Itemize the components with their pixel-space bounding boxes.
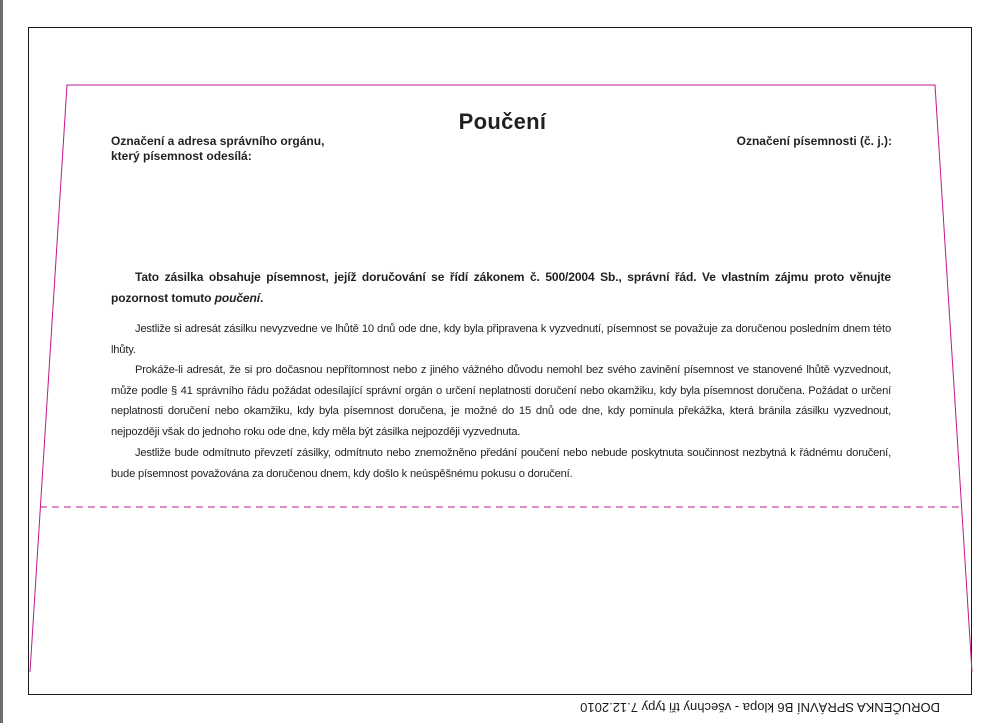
sender-label — [111, 134, 411, 164]
footer-caption: DORUČENKA SPRÁVNÍ B6 klopa - všechny tři typy 7.12.2010 — [580, 700, 940, 715]
sender-label-line-1: Označení a adresa správního orgánu, — [111, 134, 325, 148]
paragraph-1-text: Jestliže si adresát zásilku nevyzvedne ve lhůtě 10 dnů ode dne, kdy byla připravena k vyzvednutí, písemnost se považuje za doručenou posledním dnem této lhůty. — [111, 323, 891, 356]
intro-end: . — [259, 290, 264, 305]
paragraph-3-text: Jestliže bude odmítnuto převzetí zásilky, odmítnuto nebo znemožněno předání poučení nebo nebude poskytnuta součinnost nezbytná k řádnému doručení, bude písemnost považována za doručenou dnem, kdy došlo k neúspěšnému pokusu o doručení. — [111, 447, 891, 480]
intro-paragraph — [111, 267, 891, 308]
reference-label: Označení písemnosti (č. j.): — [736, 134, 892, 148]
paragraph-2-text: Prokáže-li adresát, že si pro dočasnou nepřítomnost nebo z jiného vážného důvodu nemohl bez svého zavinění písemnost ve stanovené lhůtě vyzvednout, může podle § 41 správního řádu požádat odesílající správní orgán o určení neplatnosti doručení nebo okamžiku, kdy byla písemnost doručena. Požádat o určení neplatnosti doručení nebo okamžiku, kdy byla písemnost doručena, je možné do 15 dnů ode dne, kdy pominula překážka, která bránila zásilku vyzvednout, nejpozději však do jednoho roku ode dne, kdy měla být zásilka nejpozději vyzvednuta. — [111, 364, 891, 438]
sender-label-line-2: který písemnost odesílá: — [111, 149, 252, 163]
intro-emphasis: poučení — [214, 290, 260, 305]
paragraph-1 — [111, 319, 891, 360]
paragraph-3 — [111, 443, 891, 484]
page-title: Poučení — [458, 109, 547, 134]
intro-text: Tato zásilka obsahuje písemnost, jejíž doručování se řídí zákonem č. 500/2004 Sb., správní řád. Ve vlastním zájmu proto věnujte pozornost tomuto — [111, 270, 891, 305]
paragraph-2 — [111, 360, 891, 442]
